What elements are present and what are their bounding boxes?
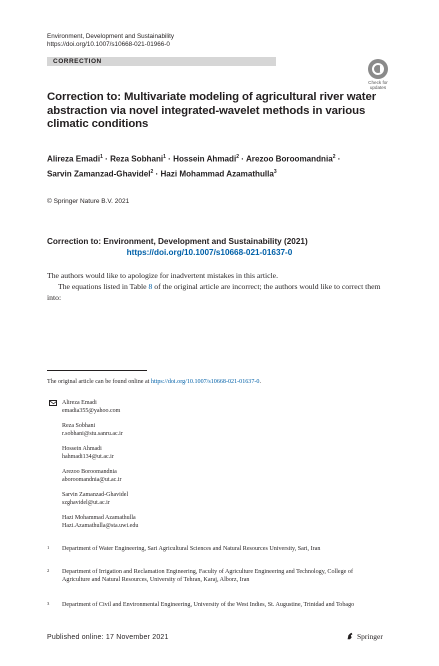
mail-icon [49, 400, 57, 406]
table-link[interactable]: 8 [148, 282, 153, 291]
note-text: The original article can be found online at [47, 379, 151, 385]
contact-item [62, 491, 262, 507]
contact-item [62, 399, 262, 415]
published-online: Published online: 17 November 2021 [47, 634, 169, 641]
envelope-flap [50, 401, 57, 406]
body-text: of the original article are incorrect; the authors would like to correct them into: [47, 282, 381, 302]
badge-line-2: updates [369, 85, 387, 90]
contact-name: Arezoo Boroomandnia [62, 469, 117, 475]
body-paragraph-2 [47, 281, 392, 303]
author-name[interactable]: Hossein Ahmadi [173, 154, 237, 164]
springer-horse-icon [346, 632, 354, 640]
author-aff: 2 [150, 168, 154, 175]
affiliation-number: 2 [47, 568, 50, 573]
footnote-divider [47, 370, 147, 371]
affiliation-text: Department of Water Engineering, Sari Agricultural Sciences and Natural Resources University, Sari, Iran [62, 546, 321, 552]
section-label: CORRECTION [47, 57, 276, 66]
publisher-logo [346, 632, 383, 641]
author-aff: 3 [273, 168, 277, 175]
original-article-link[interactable]: https://doi.org/10.1007/s10668-021-01637-0 [150, 379, 260, 385]
badge-line-1: Check for [368, 80, 388, 85]
contact-name: Sarvin Zamanzad-Ghavidel [62, 492, 129, 498]
original-article-note [47, 379, 392, 385]
contact-email[interactable]: hahmadi134@ut.ac.ir [62, 454, 114, 460]
check-for-updates-badge[interactable] [363, 59, 393, 93]
author-name[interactable]: Alireza Emadi [47, 154, 101, 164]
affiliation-text: Department of Civil and Environmental Engineering, University of the West Indies, St. Augustine, Trinidad and Tobago [62, 602, 355, 608]
copyright: © Springer Nature B.V. 2021 [47, 198, 130, 205]
author-list: Alireza Emadi$^1$ · Reza Sobhani$^1$ · Hossein Ahmadi$^2$ · Arezoo Boroomandnia$^2$ · Sarvin Zamanzad-Ghavidel$^2$ · Hazi Mohammad Azamathulla$^3$ [47, 154, 341, 179]
contact-email[interactable]: emadia355@yahoo.com [62, 408, 121, 414]
contact-name: Hazi Mohammad Azamathulla [62, 515, 136, 521]
article-doi[interactable]: https://doi.org/10.1007/s10668-021-01966-0 [47, 41, 170, 48]
author-name[interactable]: Hazi Mohammad Azamathulla [160, 169, 274, 179]
contact-email[interactable]: aboroomandnia@ut.ac.ir [62, 477, 122, 483]
publisher-name: Springer [357, 632, 383, 641]
contact-item [62, 445, 262, 461]
affiliation-text: Department of Irrigation and Reclamation Engineering, Faculty of Agriculture Engineering and Technology, College of Agriculture and Natural Resources, University of Tehran, Karaj, Alborz, Iran [62, 569, 353, 584]
contact-email[interactable]: Hazi.Azamathulla@sta.uwi.edu [62, 523, 139, 529]
journal-header [47, 33, 174, 49]
author-name[interactable]: Sarvin Zamanzad-Ghavidel [47, 169, 151, 179]
contact-item [62, 514, 262, 530]
correction-doi-link[interactable]: https://doi.org/10.1007/s10668-021-01637-0 [126, 248, 293, 257]
body-paragraph-1: The authors would like to apologize for inadvertent mistakes in this article. [47, 271, 278, 280]
author-name[interactable]: Arezoo Boroomandnia [245, 154, 333, 164]
author-aff: 2 [236, 154, 240, 160]
author-aff: 1 [100, 154, 103, 160]
article-title: Correction to: Multivariate modeling of agricultural river water abstraction via novel integrated-wavelet methods in various climatic conditions [47, 91, 377, 130]
note-end: . [259, 379, 261, 385]
contact-item [62, 468, 262, 484]
affiliation-number: 1 [47, 545, 50, 550]
author-aff: 1 [163, 154, 166, 160]
correction-heading-text: Correction to: Environment, Development and Sustainability (2021) [47, 237, 308, 246]
correction-heading [47, 236, 392, 258]
body-text: The equations listed in Table [58, 282, 149, 291]
check-updates-icon [368, 59, 388, 79]
contact-item [62, 422, 262, 438]
contact-name: Alireza Emadi [62, 400, 97, 406]
author-aff: 2 [332, 154, 336, 160]
journal-name: Environment, Development and Sustainability [47, 33, 175, 40]
affiliation-number: 3 [47, 601, 50, 606]
contact-email[interactable]: r.sobhani@stu.sanru.ac.ir [62, 431, 123, 437]
author-name[interactable]: Reza Sobhani [110, 154, 164, 164]
contact-name: Reza Sobhani [62, 423, 96, 429]
contact-email[interactable]: szghavidel@ut.ac.ir [62, 500, 110, 506]
contact-name: Hossein Ahmadi [62, 446, 102, 452]
